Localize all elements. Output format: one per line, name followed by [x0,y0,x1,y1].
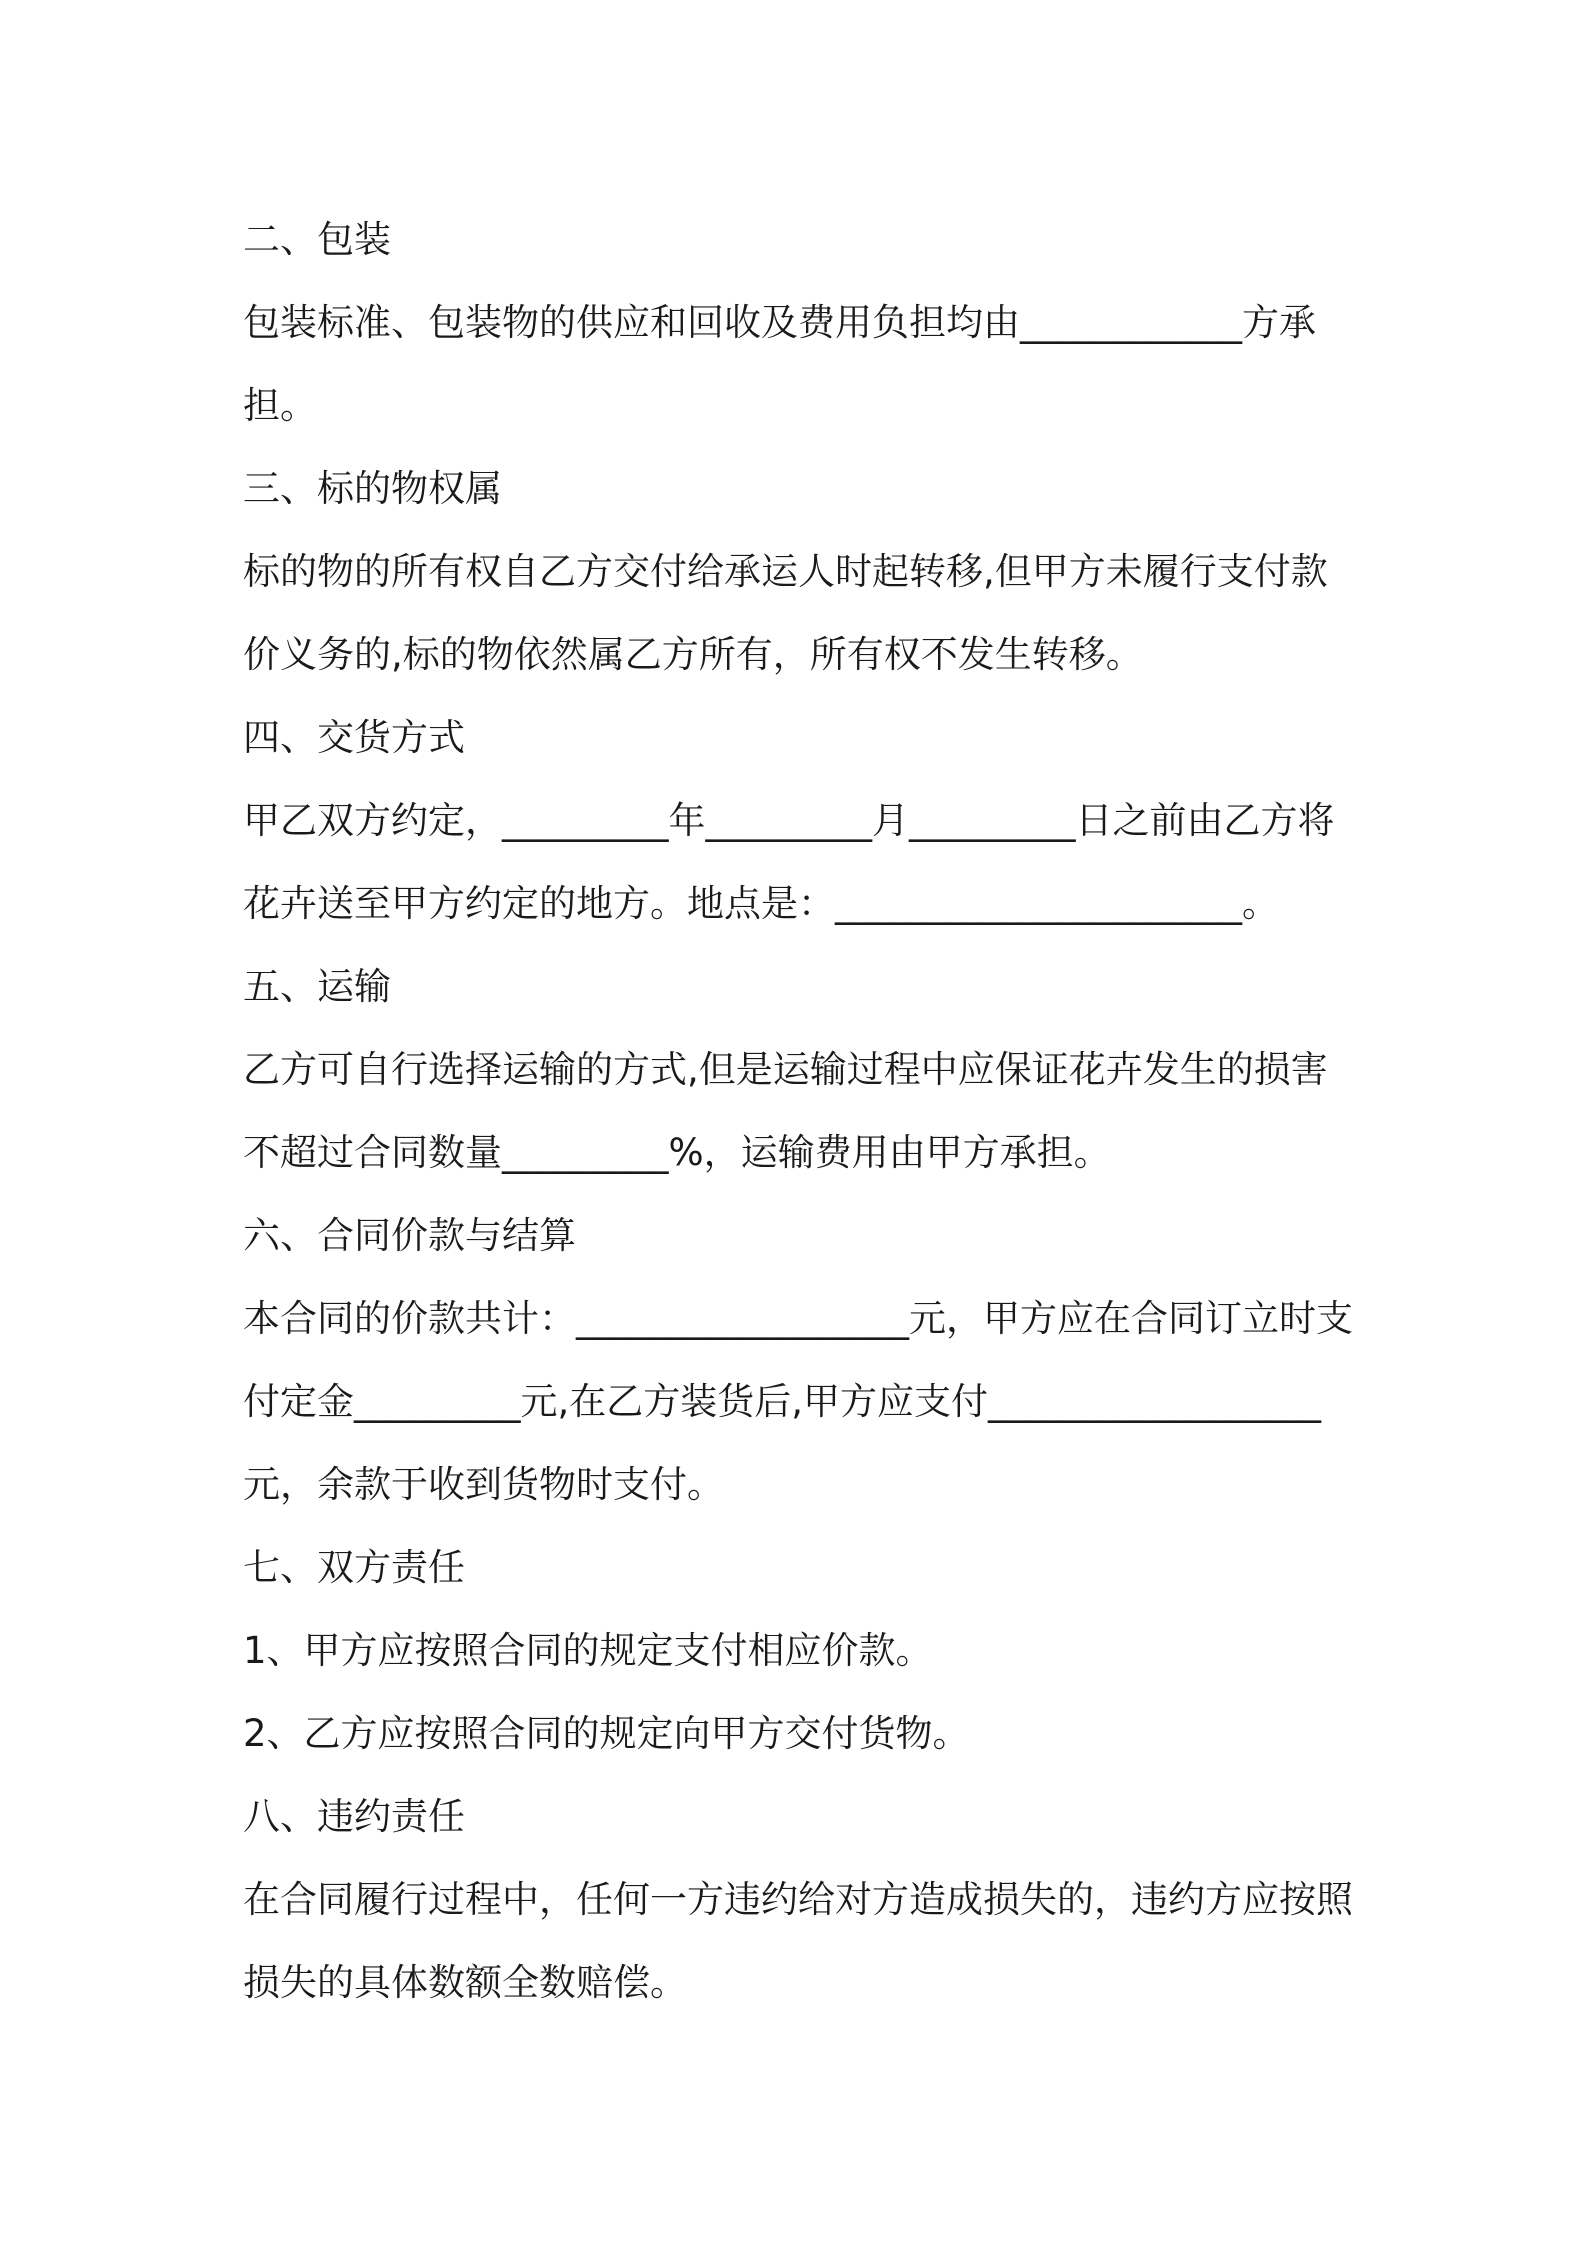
document-body [243,198,1363,2024]
paragraph-line: 甲乙双方约定，_________年_________月_________日之前由乙方将 [243,799,1335,842]
section-heading-breach: 八、违约责任 [243,1795,465,1838]
paragraph-line: 不超过合同数量_________%，运输费用由甲方承担。 [243,1131,1111,1174]
section-heading-transport: 五、运输 [243,965,391,1008]
section-heading-packaging: 二、包装 [243,218,391,261]
paragraph-line: 价义务的,标的物依然属乙方所有，所有权不发生转移。 [243,633,1143,676]
paragraph-line: 花卉送至甲方约定的地方。地点是：______________________。 [243,882,1279,925]
paragraph-line: 付定金_________元,在乙方装货后,甲方应支付__________________ [243,1380,1322,1423]
paragraph-line: 标的物的所有权自乙方交付给承运人时起转移,但甲方未履行支付款 [243,550,1328,593]
paragraph-line: 包装标准、包装物的供应和回收及费用负担均由____________方承 [243,301,1316,344]
section-heading-delivery: 四、交货方式 [243,716,465,759]
paragraph-line: 元，余款于收到货物时支付。 [243,1463,724,1506]
section-heading-responsibilities: 七、双方责任 [243,1546,465,1589]
paragraph-line: 在合同履行过程中，任何一方违约给对方造成损失的，违约方应按照 [243,1878,1353,1921]
paragraph-line: 担。 [243,384,317,427]
paragraph-line: 损失的具体数额全数赔偿。 [243,1961,687,2004]
section-heading-price: 六、合同价款与结算 [243,1214,576,1257]
section-heading-ownership: 三、标的物权属 [243,467,502,510]
paragraph-line: 乙方可自行选择运输的方式,但是运输过程中应保证花卉发生的损害 [243,1048,1328,1091]
list-item: 2、乙方应按照合同的规定向甲方交付货物。 [243,1712,970,1755]
list-item: 1、甲方应按照合同的规定支付相应价款。 [243,1629,933,1672]
paragraph-line: 本合同的价款共计：__________________元，甲方应在合同订立时支 [243,1297,1353,1340]
